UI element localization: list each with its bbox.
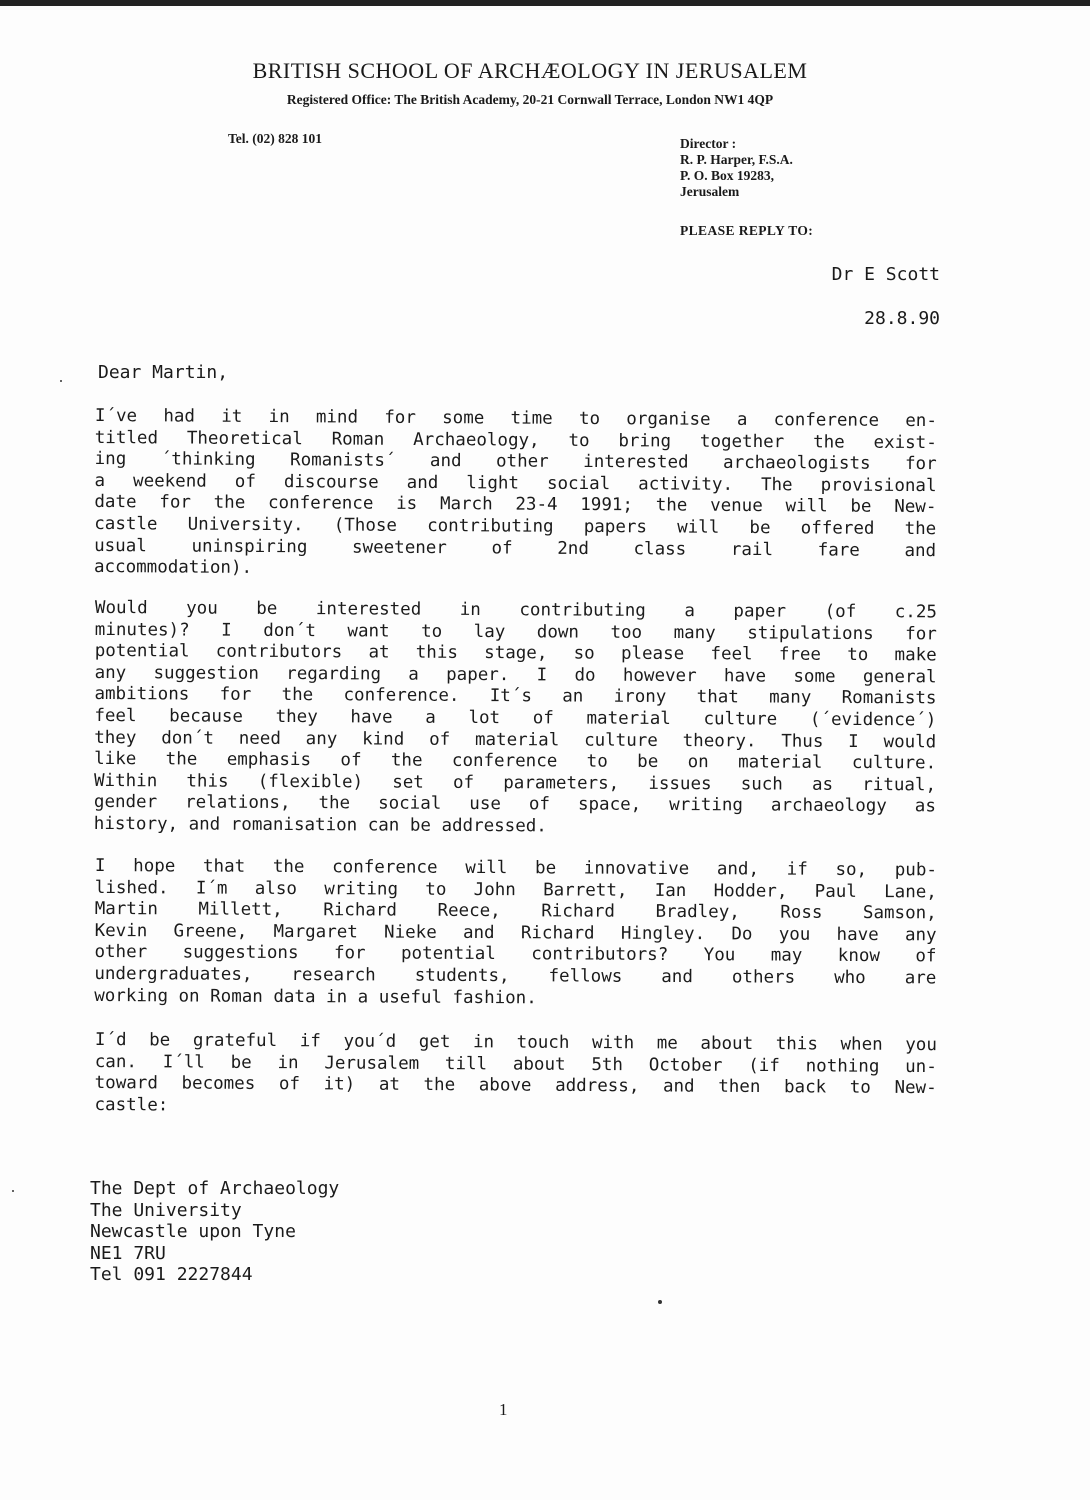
- scan-speck: [60, 380, 62, 382]
- text-line: date for the conference is March 23-4 1991; the venue will be New-: [94, 492, 937, 518]
- scan-speck: [12, 1190, 14, 1192]
- text-line: I hope that the conference will be innovative and, if so, pub-: [94, 856, 937, 881]
- text-line: minutes)? I don´t want to lay down too many stipulations for: [94, 619, 937, 645]
- text-line: I´ve had it in mind for some time to organise a conference en-: [94, 406, 937, 432]
- telephone: Tel. (02) 828 101: [228, 131, 322, 146]
- reply-label: PLEASE REPLY TO:: [680, 223, 814, 238]
- scan-speck: [658, 1300, 662, 1304]
- text-line: toward becomes of it) at the above address, and then back to New-: [94, 1073, 937, 1099]
- text-line: ing ´thinking Romanists´ and other interested archaeologists for: [94, 449, 937, 475]
- text-line: Would you be interested in contributing a paper (of c.25: [94, 598, 937, 623]
- sender-name: Dr E Scott: [831, 264, 940, 285]
- text-line: Martin Millett, Richard Reece, Richard Bradley, Ross Samson,: [94, 899, 937, 924]
- paragraph-contact: [94, 1030, 937, 1122]
- text-line: history, and romanisation can be addressed.: [93, 813, 547, 837]
- text-line: feel because they have a lot of material culture (´evidence´): [94, 705, 937, 731]
- address-line: The Dept of Archaeology: [90, 1178, 340, 1199]
- address-line: NE1 7RU: [90, 1242, 166, 1264]
- address-line: Tel 091 2227844: [90, 1264, 253, 1285]
- text-line: castle:: [94, 1094, 169, 1116]
- text-line: like the emphasis of the conference to be on material culture.: [94, 749, 937, 774]
- text-line: ambitions for the conference. It´s an irony that many Romanists: [94, 684, 937, 709]
- institution-name: BRITISH SCHOOL OF ARCHÆOLOGY IN JERUSALEM: [252, 58, 808, 83]
- text-line: usual uninspiring sweetener of 2nd class rail fare and: [94, 535, 937, 561]
- paragraph-conference-intro: [94, 406, 937, 584]
- director-label: Director :: [680, 136, 737, 151]
- text-line: I´d be grateful if you´d get in touch with me about this when you: [94, 1030, 937, 1056]
- text-line: castle University. (Those contributing papers will be offered the: [94, 513, 937, 540]
- return-address: [90, 1178, 339, 1286]
- letter-date: 28.8.90: [864, 308, 940, 329]
- address-line: Newcastle upon Tyne: [90, 1221, 296, 1242]
- text-line: a weekend of discourse and light social activity. The provisional: [94, 470, 937, 496]
- director-block: [680, 136, 793, 200]
- paragraph-paper-request: [94, 598, 937, 840]
- text-line: potential contributors at this stage, so please feel free to make: [94, 641, 937, 666]
- text-line: working on Roman data in a useful fashion.: [94, 985, 537, 1008]
- text-line: they don´t need any kind of material culture theory. Thus I would: [94, 727, 937, 752]
- page-number: 1: [499, 1400, 508, 1419]
- text-line: gender relations, the social use of space, writing archaeology as: [93, 792, 936, 817]
- text-line: accommodation).: [93, 557, 253, 579]
- salutation: Dear Martin,: [98, 362, 229, 383]
- text-line: other suggestions for potential contributors? You may know of: [94, 942, 937, 967]
- text-line: Kevin Greene, Margaret Nieke and Richard Hingley. Do you have any: [94, 920, 937, 946]
- address-line: The University: [90, 1199, 242, 1221]
- director-name: R. P. Harper, F.S.A.: [680, 152, 793, 167]
- text-line: Within this (flexible) set of parameters, issues such as ritual,: [93, 770, 937, 796]
- text-line: undergraduates, research students, fellows and others who are: [94, 963, 937, 989]
- text-line: can. I´ll be in Jerusalem till about 5th October (if nothing un-: [94, 1051, 937, 1077]
- scan-edge: [0, 0, 1090, 6]
- text-line: titled Theoretical Roman Archaeology, to bring together the exist-: [94, 427, 937, 453]
- text-line: any suggestion regarding a paper. I do however have some general: [94, 662, 937, 688]
- director-city: Jerusalem: [680, 184, 740, 199]
- paragraph-contributors: [94, 856, 937, 1012]
- director-po-box: P. O. Box 19283,: [680, 168, 775, 183]
- text-line: lished. I´m also writing to John Barrett, Ian Hodder, Paul Lane,: [94, 877, 937, 903]
- registered-office: Registered Office: The British Academy, 20-21 Cornwall Terrace, London NW1 4QP: [286, 92, 774, 107]
